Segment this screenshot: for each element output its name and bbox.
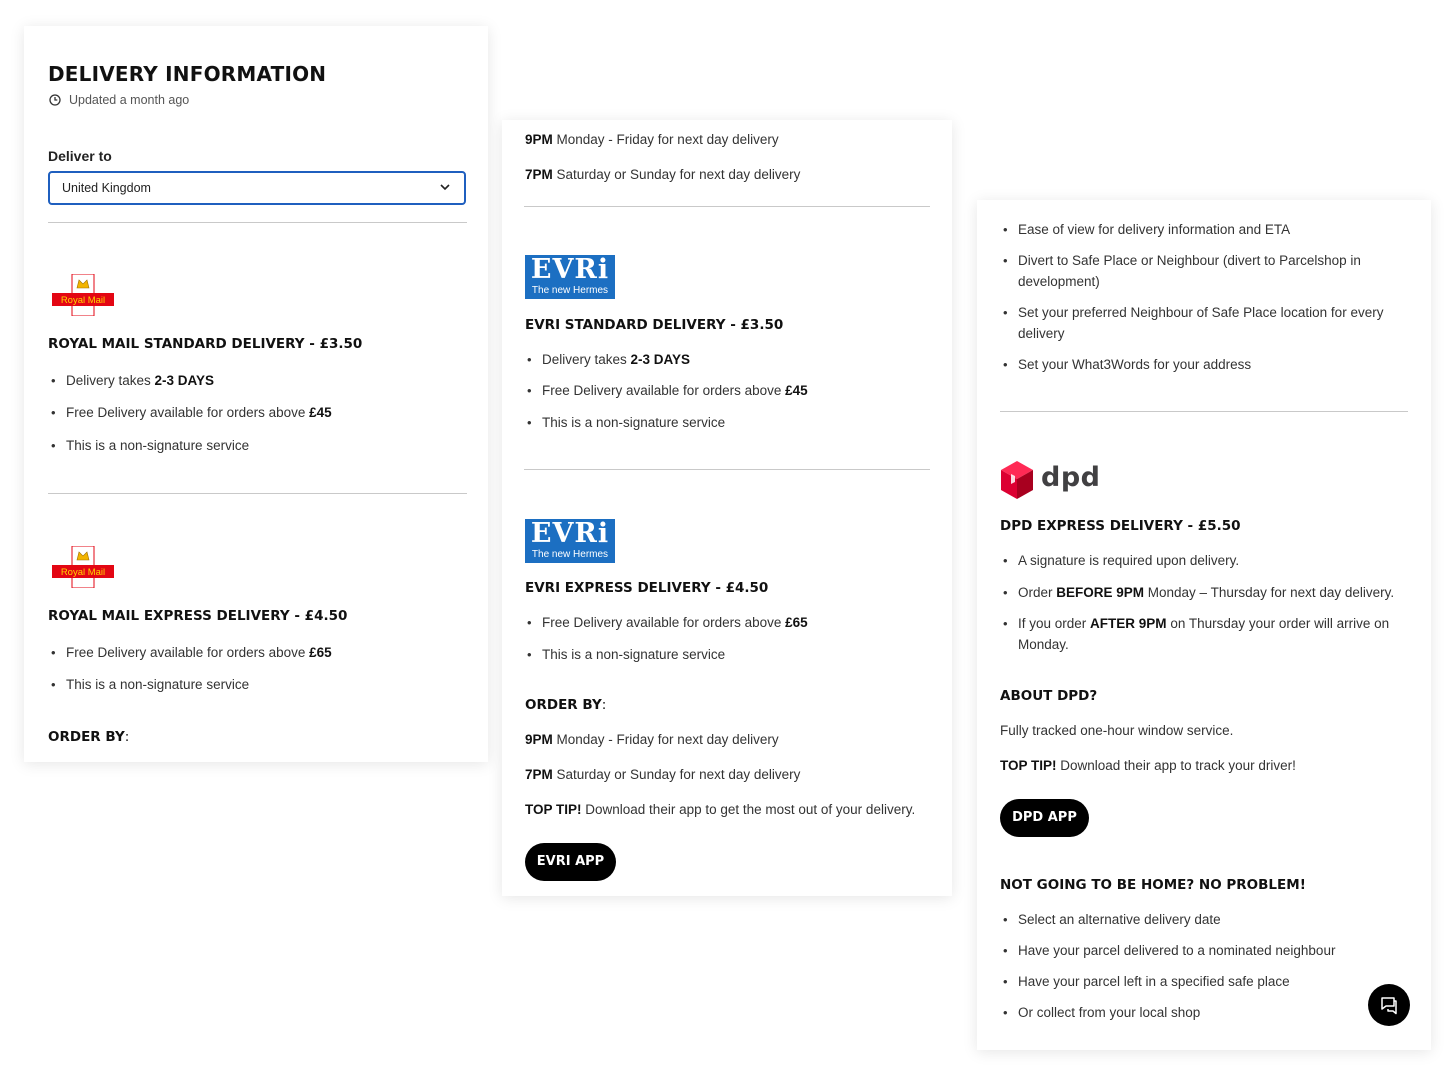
- order-by-heading: ORDER BY:: [525, 697, 607, 713]
- evri-logo: EVRi The new Hermes: [525, 255, 615, 299]
- delivery-info-panel-middle: [502, 120, 952, 896]
- chat-button[interactable]: [1368, 984, 1410, 1026]
- list-item: • Have your parcel left in a specified safe place: [1000, 971, 1428, 992]
- list-item: • Delivery takes 2-3 DAYS: [524, 349, 942, 370]
- list-item: • Set your preferred Neighbour of Safe Place location for every delivery: [1000, 302, 1418, 344]
- evri-app-button[interactable]: EVRI APP: [525, 843, 616, 881]
- deliver-to-label: Deliver to: [48, 148, 112, 164]
- royal-mail-standard-title: ROYAL MAIL STANDARD DELIVERY - £3.50: [48, 336, 363, 352]
- list-item: • This is a non-signature service: [48, 674, 476, 695]
- list-item: • Free Delivery available for orders above £65: [48, 642, 476, 663]
- order-by-line: 7PM Saturday or Sunday for next day delivery: [525, 167, 801, 182]
- clock-icon: [49, 94, 61, 106]
- not-home-heading: NOT GOING TO BE HOME? NO PROBLEM!: [1000, 877, 1306, 893]
- evri-express-title: EVRI EXPRESS DELIVERY - £4.50: [525, 580, 769, 596]
- chevron-down-icon: [438, 180, 452, 194]
- dpd-express-title: DPD EXPRESS DELIVERY - £5.50: [1000, 518, 1241, 534]
- list-item: • This is a non-signature service: [524, 644, 942, 665]
- list-item: • Or collect from your local shop: [1000, 1002, 1428, 1023]
- delivery-info-panel-left: [24, 26, 488, 762]
- divider: [1000, 411, 1408, 412]
- dpd-logo-text: dpd: [1041, 462, 1101, 493]
- list-item: • Select an alternative delivery date: [1000, 909, 1428, 930]
- divider: [48, 493, 467, 494]
- list-item: • Free Delivery available for orders above £45: [48, 402, 476, 423]
- evri-standard-title: EVRI STANDARD DELIVERY - £3.50: [525, 317, 784, 333]
- list-item: • Delivery takes 2-3 DAYS: [48, 370, 476, 391]
- about-dpd-text: Fully tracked one-hour window service.: [1000, 723, 1234, 738]
- list-item: • Free Delivery available for orders above £45: [524, 380, 942, 401]
- list-item: • Ease of view for delivery information and ETA: [1000, 219, 1428, 240]
- dpd-cube-icon: [999, 460, 1035, 500]
- top-tip-text: TOP TIP! Download their app to get the most out of your delivery.: [525, 802, 916, 817]
- chat-icon: [1368, 984, 1410, 1026]
- order-by-line: 9PM Monday - Friday for next day delivery: [525, 732, 779, 747]
- list-item: • Free Delivery available for orders above £65: [524, 612, 942, 633]
- country-select-value: United Kingdom: [62, 181, 151, 195]
- list-item: • A signature is required upon delivery.: [1000, 550, 1428, 571]
- delivery-info-panel-right: [977, 200, 1431, 1050]
- list-item: • If you order AFTER 9PM on Thursday your order will arrive on Monday.: [1000, 613, 1418, 655]
- list-item: • This is a non-signature service: [48, 435, 476, 456]
- list-item: • Order BEFORE 9PM Monday – Thursday for next day delivery.: [1000, 582, 1438, 603]
- divider: [524, 469, 930, 470]
- royal-mail-logo-text: Royal Mail: [60, 295, 106, 306]
- dpd-app-button[interactable]: DPD APP: [1000, 799, 1089, 837]
- country-select[interactable]: [48, 171, 466, 205]
- page-title: DELIVERY INFORMATION: [48, 62, 327, 86]
- divider: [524, 206, 930, 207]
- royal-mail-logo: [52, 546, 114, 588]
- list-item: • Divert to Safe Place or Neighbour (divert to Parcelshop in development): [1000, 250, 1418, 292]
- about-dpd-heading: ABOUT DPD?: [1000, 688, 1098, 704]
- list-item: • Set your What3Words for your address: [1000, 354, 1418, 375]
- royal-mail-express-title: ROYAL MAIL EXPRESS DELIVERY - £4.50: [48, 608, 348, 624]
- evri-logo: EVRi The new Hermes: [525, 519, 615, 563]
- royal-mail-logo: [52, 274, 114, 316]
- list-item: • This is a non-signature service: [524, 412, 942, 433]
- updated-text: Updated a month ago: [69, 93, 190, 107]
- top-tip-text: TOP TIP! Download their app to track your driver!: [1000, 758, 1296, 773]
- order-by-heading: ORDER BY:: [48, 729, 130, 745]
- list-item: • Have your parcel delivered to a nominated neighbour: [1000, 940, 1428, 961]
- order-by-line: 7PM Saturday or Sunday for next day delivery: [525, 767, 801, 782]
- divider: [48, 222, 467, 223]
- royal-mail-logo-text: Royal Mail: [60, 567, 106, 578]
- order-by-line: 9PM Monday - Friday for next day delivery: [525, 132, 779, 147]
